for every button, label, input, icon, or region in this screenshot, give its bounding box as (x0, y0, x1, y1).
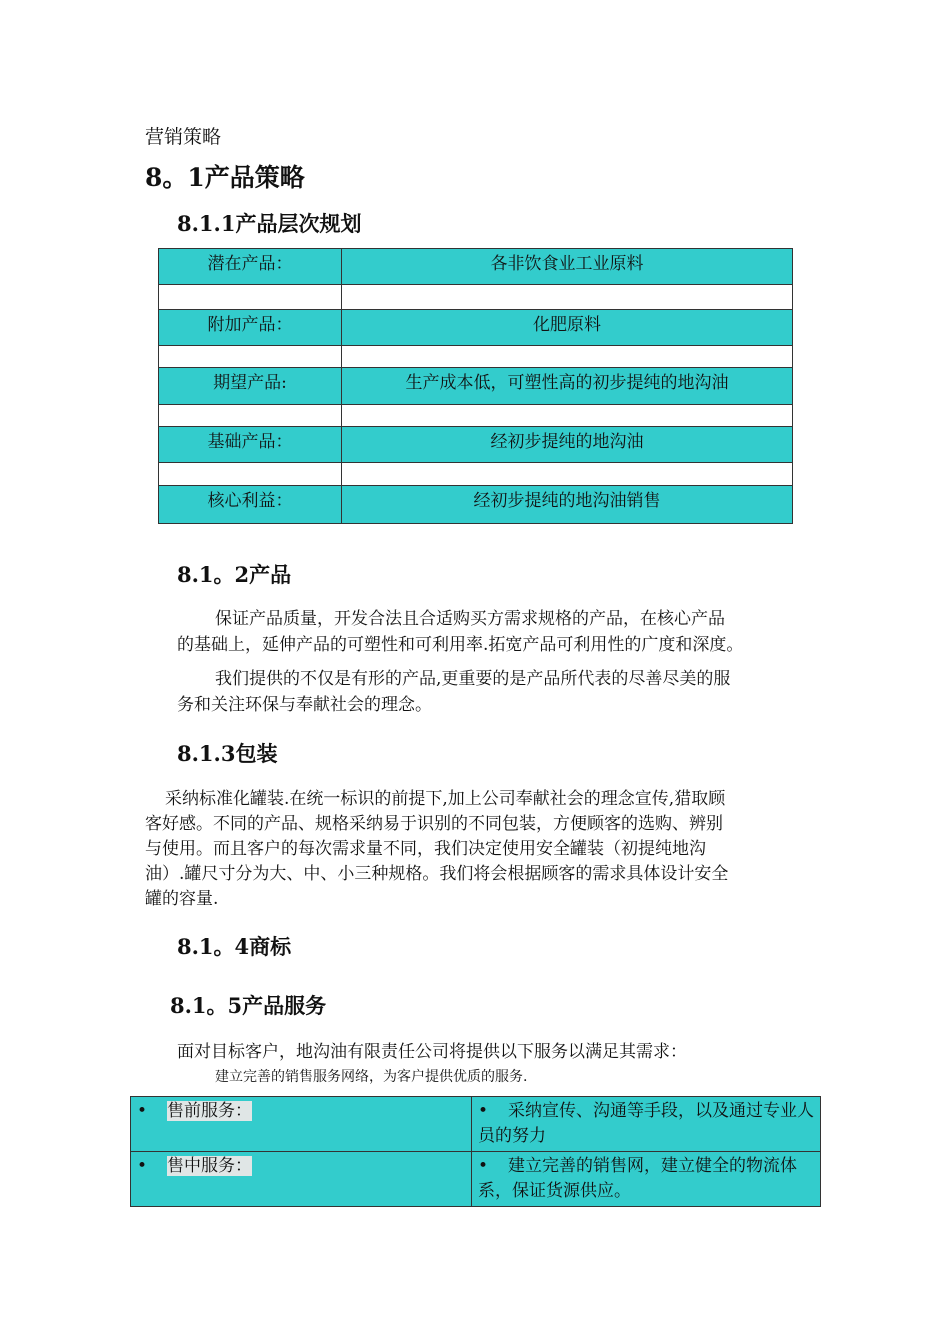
bullet-icon: • (137, 1101, 148, 1121)
table-row (159, 427, 793, 463)
paragraph-quality-line1: 保证产品质量，开发合法且合适购买方需求规格的产品，在核心产品 (215, 609, 725, 629)
service-value-cell (472, 1152, 821, 1207)
row-label: 期望产品: (159, 368, 342, 405)
table-spacer-row (159, 463, 793, 486)
row-label: 附加产品： (159, 310, 342, 346)
row-value: 化肥原料 (342, 310, 793, 346)
product-level-table (158, 248, 793, 524)
chapter-title: 营销策略 (145, 126, 222, 148)
subsection-title-8-1-1: 8.1.1产品层次规划 (177, 211, 362, 236)
table-row (159, 310, 793, 346)
row-value: 经初步提纯的地沟油 (342, 427, 793, 463)
table-spacer-row (159, 285, 793, 310)
table-row (159, 249, 793, 285)
service-label: 售前服务： (167, 1101, 252, 1121)
service-label-cell (131, 1152, 472, 1207)
packaging-line: 油）.罐尺寸分为大、中、小三种规格。我们将会根据顾客的需求具体设计安全 (145, 864, 729, 884)
packaging-line: 罐的容量. (145, 889, 219, 909)
row-value: 生产成本低，可塑性高的初步提纯的地沟油 (342, 368, 793, 405)
table-spacer-row (159, 346, 793, 368)
service-value: 建立完善的销售网，建立健全的物流体系，保证货源供应。 (478, 1156, 797, 1201)
paragraph-service-line2: 务和关注环保与奉献社会的理念。 (177, 695, 432, 715)
service-sub: 建立完善的销售服务网络，为客户提供优质的服务. (215, 1069, 528, 1085)
service-label-cell (131, 1097, 472, 1152)
row-label: 潜在产品： (159, 249, 342, 285)
subsection-title-8-1-4: 8.1。4商标 (177, 934, 292, 959)
service-value-cell (472, 1097, 821, 1152)
row-label: 基础产品： (159, 427, 342, 463)
bullet-icon: • (478, 1156, 489, 1176)
service-value: 采纳宣传、沟通等手段，以及通过专业人员的努力 (478, 1101, 814, 1146)
bullet-icon: • (137, 1156, 148, 1176)
paragraph-quality-line2: 的基础上，延伸产品的可塑性和可利用率.拓宽产品可利用性的广度和深度。 (177, 635, 744, 655)
subsection-title-8-1-2: 8.1。2产品 (177, 562, 292, 587)
row-label: 核心利益： (159, 486, 342, 524)
paragraph-service-line1: 我们提供的不仅是有形的产品,更重要的是产品所代表的尽善尽美的服 (215, 669, 731, 689)
table-row (131, 1097, 821, 1152)
table-row (131, 1152, 821, 1207)
section-title: 8。1产品策略 (145, 163, 305, 192)
packaging-line: 采纳标准化罐装.在统一标识的前提下,加上公司奉献社会的理念宣传,猎取顾 (165, 789, 726, 809)
table-row (159, 486, 793, 524)
packaging-line: 与使用。而且客户的每次需求量不同，我们决定使用安全罐装（初提纯地沟 (145, 839, 706, 859)
row-value: 各非饮食业工业原料 (342, 249, 793, 285)
table-row (159, 368, 793, 405)
service-table (130, 1096, 821, 1207)
row-value: 经初步提纯的地沟油销售 (342, 486, 793, 524)
service-label: 售中服务： (167, 1156, 252, 1176)
packaging-line: 客好感。不同的产品、规格采纳易于识别的不同包装，方便顾客的选购、辨别 (145, 814, 723, 834)
subsection-title-8-1-5: 8.1。5产品服务 (170, 993, 327, 1018)
bullet-icon: • (478, 1101, 489, 1121)
subsection-title-8-1-3: 8.1.3包装 (177, 741, 278, 766)
service-intro: 面对目标客户，地沟油有限责任公司将提供以下服务以满足其需求： (177, 1042, 687, 1062)
table-spacer-row (159, 405, 793, 427)
